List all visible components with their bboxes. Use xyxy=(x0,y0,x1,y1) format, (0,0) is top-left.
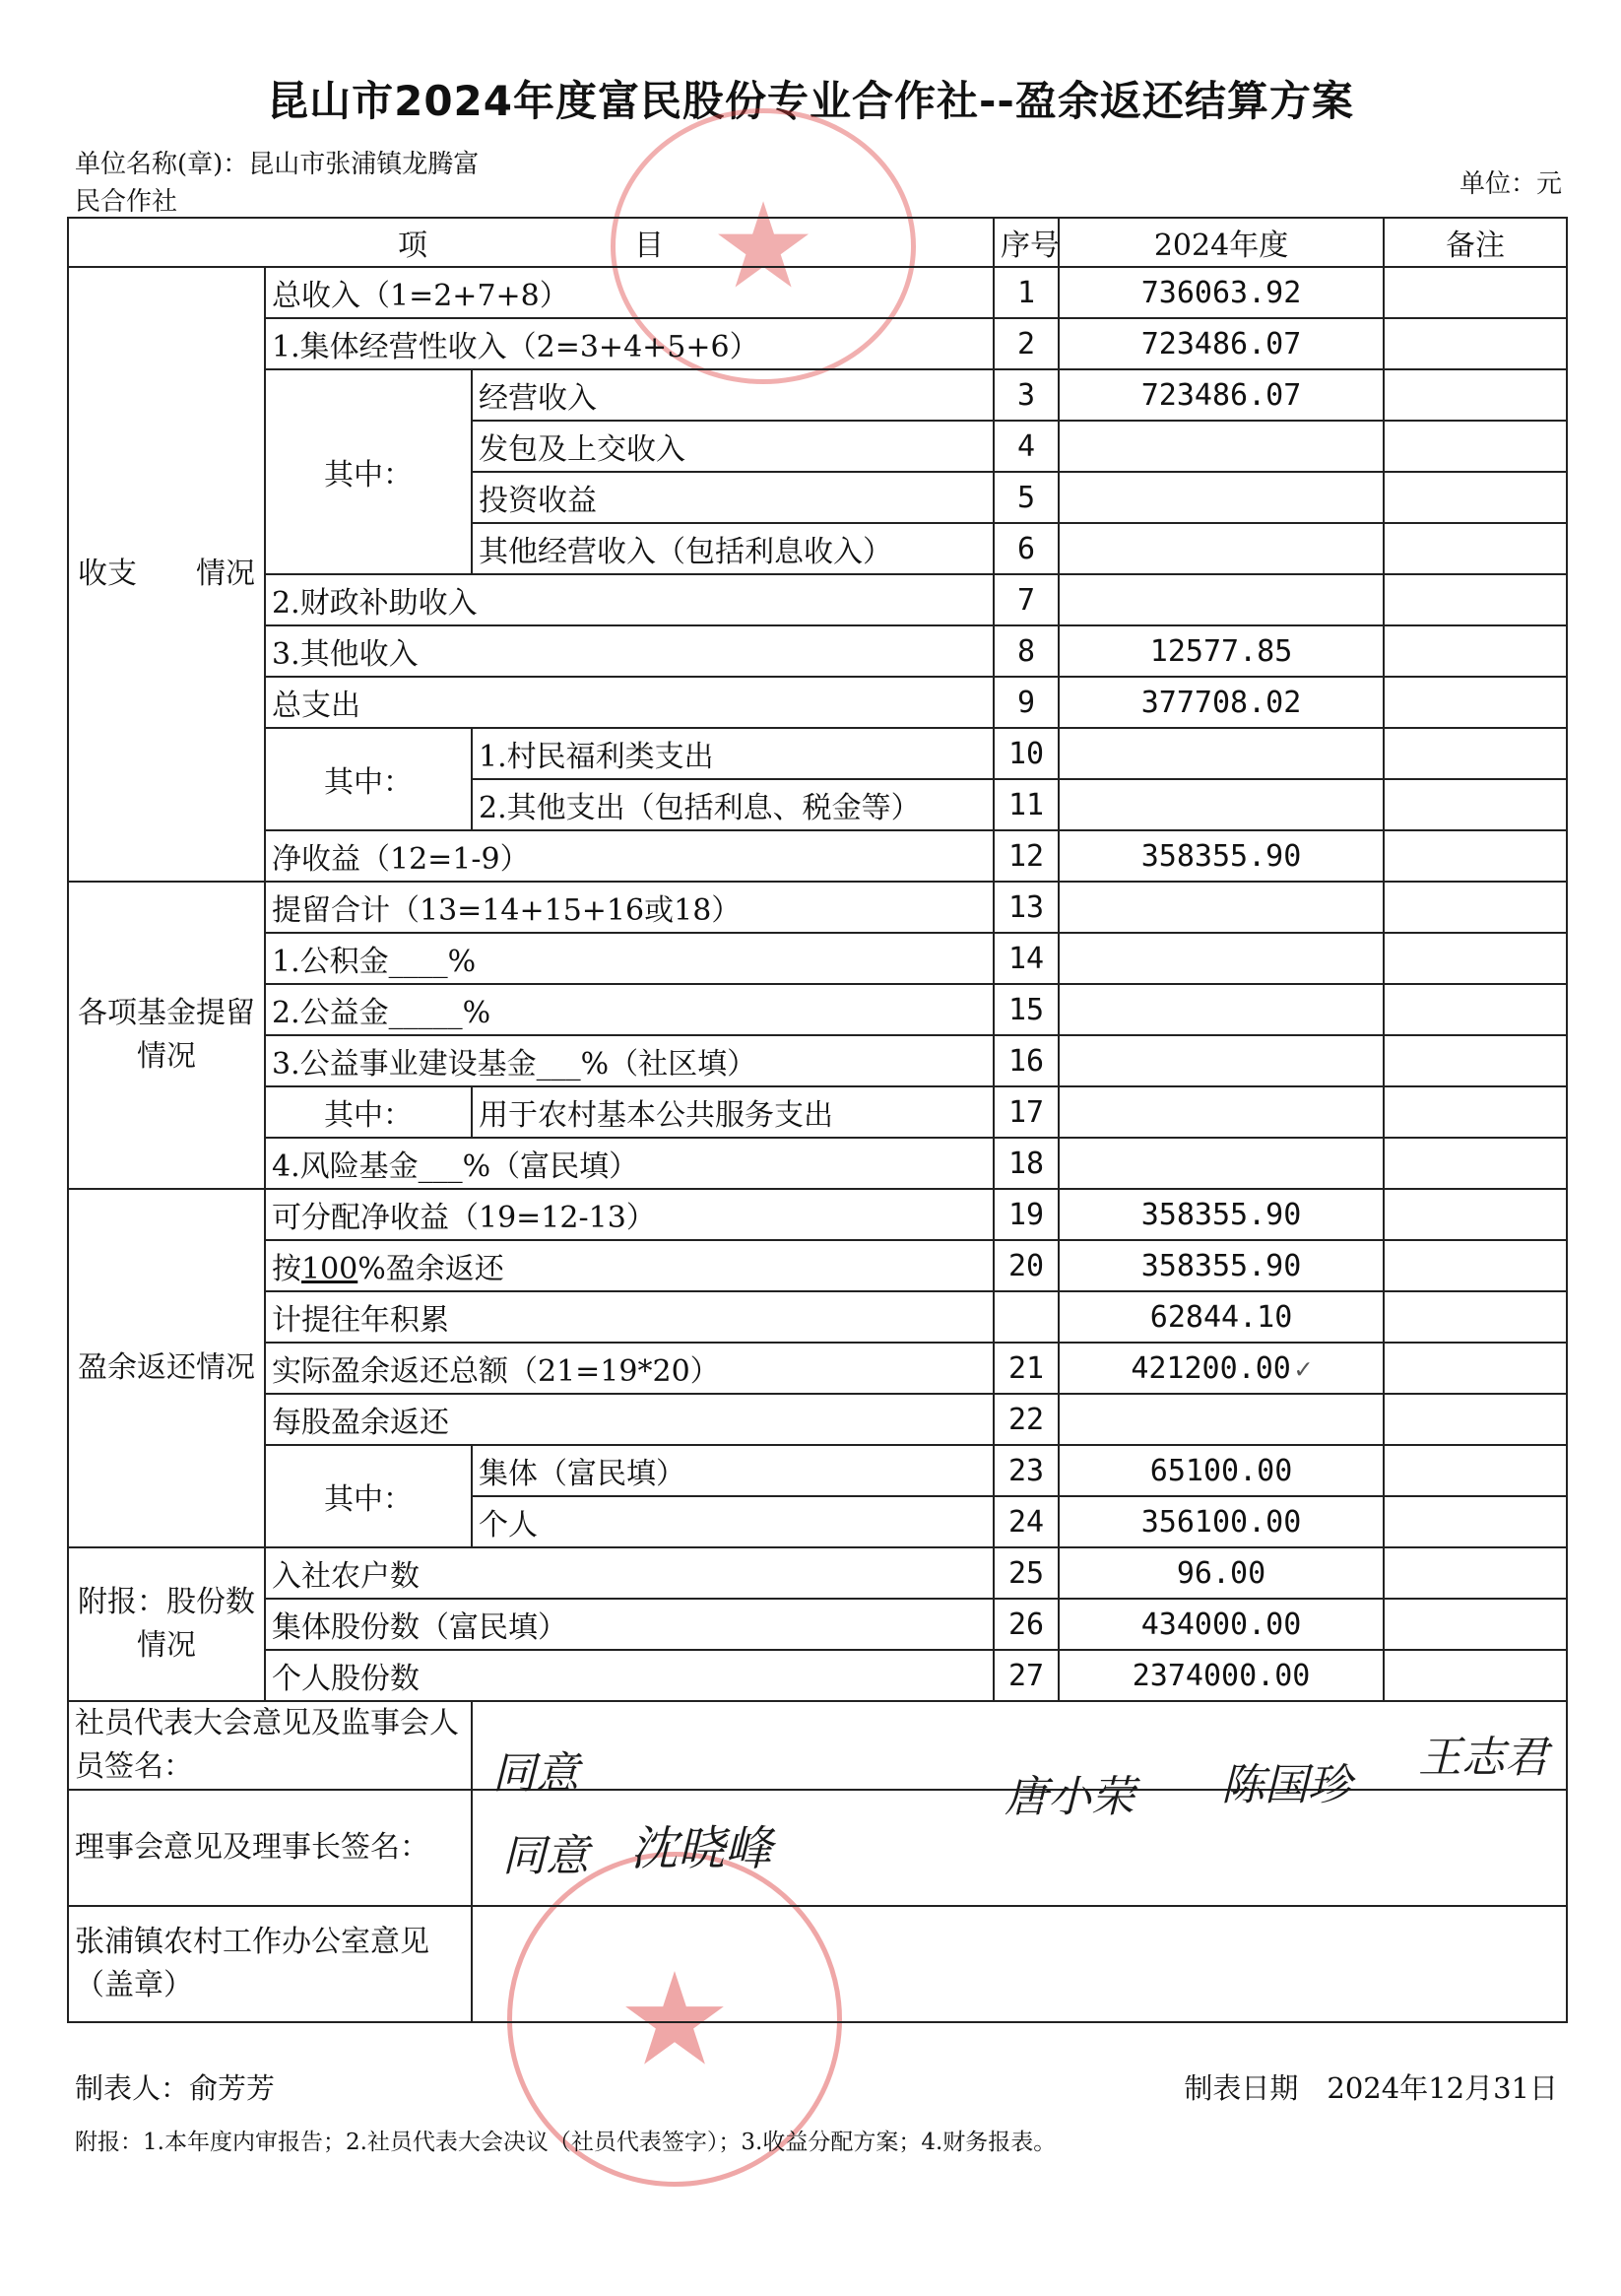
row-no: 24 xyxy=(994,1496,1059,1547)
row-remark xyxy=(1384,1240,1567,1291)
signature: 沈晓峰 xyxy=(630,1821,773,1876)
table-row xyxy=(68,1240,1567,1291)
row-no: 8 xyxy=(994,625,1059,677)
qizhong-label: 其中： xyxy=(265,1086,472,1138)
row-value xyxy=(1059,472,1384,523)
ratio-percent: 100 xyxy=(301,1252,358,1286)
row-no: 21 xyxy=(994,1343,1059,1394)
row-remark xyxy=(1384,984,1567,1035)
table-row xyxy=(68,574,1567,625)
row-value xyxy=(1059,1343,1384,1394)
table-row xyxy=(68,728,1567,779)
members-signature-label: 社员代表大会意见及监事会人员签名： xyxy=(68,1701,472,1790)
row-label: 1.集体经营性收入（2=3+4+5+6） xyxy=(265,318,994,369)
table-row xyxy=(68,1086,1567,1138)
section-fund: 各项基金提留情况 xyxy=(68,882,265,1189)
row-value xyxy=(1059,1138,1384,1189)
row-remark xyxy=(1384,1291,1567,1343)
row-value xyxy=(1059,574,1384,625)
unit-label: 单位：元 xyxy=(1459,169,1562,199)
row-no: 18 xyxy=(994,1138,1059,1189)
row-no: 6 xyxy=(994,523,1059,574)
row-remark xyxy=(1384,523,1567,574)
row-value: 96.00 xyxy=(1059,1547,1384,1599)
qizhong-label: 其中： xyxy=(265,369,472,574)
page-title: 昆山市2024年度富民股份专业合作社--盈余返还结算方案 xyxy=(267,77,1354,125)
row-no: 16 xyxy=(994,1035,1059,1086)
row-no: 11 xyxy=(994,779,1059,830)
signature: 唐小荣 xyxy=(1005,1772,1135,1822)
row-remark xyxy=(1384,882,1567,933)
row-remark xyxy=(1384,1394,1567,1445)
section-income: 收支 情况 xyxy=(68,267,265,882)
office-opinion-row xyxy=(68,1906,1567,2022)
row-label: 投资收益 xyxy=(472,472,994,523)
row-value xyxy=(1059,728,1384,779)
section-surplus: 盈余返还情况 xyxy=(68,1189,265,1547)
row-remark xyxy=(1384,369,1567,421)
row-value: 723486.07 xyxy=(1059,369,1384,421)
row-label: 可分配净收益（19=12-13） xyxy=(265,1189,994,1240)
table-row xyxy=(68,1291,1567,1343)
table-header xyxy=(68,218,1567,267)
row-label: 入社农户数 xyxy=(265,1547,994,1599)
row-remark xyxy=(1384,779,1567,830)
row-no: 10 xyxy=(994,728,1059,779)
table-row xyxy=(68,1189,1567,1240)
row-no: 4 xyxy=(994,421,1059,472)
row-label: 总收入（1=2+7+8） xyxy=(265,267,994,318)
table-row xyxy=(68,318,1567,369)
row-no: 26 xyxy=(994,1599,1059,1650)
row-label: 集体股份数（富民填） xyxy=(265,1599,994,1650)
row-no: 25 xyxy=(994,1547,1059,1599)
qizhong-label: 其中： xyxy=(265,728,472,830)
table-row xyxy=(68,984,1567,1035)
check-mark-icon: ✓ xyxy=(1294,1351,1312,1385)
value-text: 421200.00 xyxy=(1131,1350,1291,1386)
row-no: 15 xyxy=(994,984,1059,1035)
row-label xyxy=(265,1240,994,1291)
row-value: 65100.00 xyxy=(1059,1445,1384,1496)
table-row xyxy=(68,933,1567,984)
table-row xyxy=(68,369,1567,421)
row-remark xyxy=(1384,1343,1567,1394)
row-label: 4.风险基金___%（富民填） xyxy=(265,1138,994,1189)
attachment-note: 附报：1.本年度内审报告；2.社员代表大会决议（社员代表签字）；3.收益分配方案；4.财务报表。 xyxy=(75,2130,1057,2155)
star-icon: ★ xyxy=(616,1944,733,2094)
row-label: 2.财政补助收入 xyxy=(265,574,994,625)
row-no: 19 xyxy=(994,1189,1059,1240)
row-no: 9 xyxy=(994,677,1059,728)
row-label: 1.村民福利类支出 xyxy=(472,728,994,779)
row-no: 2 xyxy=(994,318,1059,369)
qizhong-label: 其中： xyxy=(265,1445,472,1547)
table-row xyxy=(68,1138,1567,1189)
row-label: 每股盈余返还 xyxy=(265,1394,994,1445)
board-signature-area xyxy=(472,1790,1567,1906)
table-row xyxy=(68,1599,1567,1650)
row-value xyxy=(1059,1394,1384,1445)
row-label: 提留合计（13=14+15+16或18） xyxy=(265,882,994,933)
row-remark xyxy=(1384,1445,1567,1496)
table-row xyxy=(68,1650,1567,1701)
table-row xyxy=(68,1343,1567,1394)
signature: 王志君 xyxy=(1418,1733,1548,1783)
row-no: 23 xyxy=(994,1445,1059,1496)
row-value xyxy=(1059,882,1384,933)
row-label: 2.公益金_____% xyxy=(265,984,994,1035)
table-row xyxy=(68,677,1567,728)
row-label: 集体（富民填） xyxy=(472,1445,994,1496)
row-remark xyxy=(1384,318,1567,369)
row-no: 20 xyxy=(994,1240,1059,1291)
row-remark xyxy=(1384,1138,1567,1189)
row-label: 净收益（12=1-9） xyxy=(265,830,994,882)
row-label: 2.其他支出（包括利息、税金等） xyxy=(472,779,994,830)
row-no: 27 xyxy=(994,1650,1059,1701)
board-signature-row xyxy=(68,1790,1567,1906)
row-remark xyxy=(1384,1035,1567,1086)
row-value: 723486.07 xyxy=(1059,318,1384,369)
row-no: 17 xyxy=(994,1086,1059,1138)
row-value xyxy=(1059,1086,1384,1138)
row-value: 358355.90 xyxy=(1059,1189,1384,1240)
row-no xyxy=(994,1291,1059,1343)
row-value: 358355.90 xyxy=(1059,830,1384,882)
row-remark xyxy=(1384,421,1567,472)
table-row xyxy=(68,830,1567,882)
row-value: 434000.00 xyxy=(1059,1599,1384,1650)
row-label: 3.公益事业建设基金___%（社区填） xyxy=(265,1035,994,1086)
row-value: 358355.90 xyxy=(1059,1240,1384,1291)
table-row xyxy=(68,1035,1567,1086)
row-remark xyxy=(1384,728,1567,779)
row-value: 377708.02 xyxy=(1059,677,1384,728)
office-opinion-area xyxy=(472,1906,1567,2022)
row-remark xyxy=(1384,574,1567,625)
row-label: 用于农村基本公共服务支出 xyxy=(472,1086,994,1138)
table-row xyxy=(68,267,1567,318)
signature: 同意 xyxy=(492,1748,579,1799)
row-value: 62844.10 xyxy=(1059,1291,1384,1343)
row-value: 736063.92 xyxy=(1059,267,1384,318)
row-value xyxy=(1059,779,1384,830)
signature: 同意 xyxy=(502,1831,589,1881)
table-row xyxy=(68,1547,1567,1599)
row-value xyxy=(1059,933,1384,984)
header-remark: 备注 xyxy=(1384,218,1567,267)
table-maker: 制表人：俞芳芳 xyxy=(75,2071,276,2105)
row-value xyxy=(1059,1035,1384,1086)
row-remark xyxy=(1384,1547,1567,1599)
row-no: 13 xyxy=(994,882,1059,933)
row-remark xyxy=(1384,1086,1567,1138)
row-value xyxy=(1059,421,1384,472)
row-no: 5 xyxy=(994,472,1059,523)
row-label: 发包及上交收入 xyxy=(472,421,994,472)
table-row xyxy=(68,1394,1567,1445)
row-label: 经营收入 xyxy=(472,369,994,421)
header-year: 2024年度 xyxy=(1059,218,1384,267)
row-remark xyxy=(1384,472,1567,523)
header-item: 项 目 xyxy=(68,218,994,267)
unit-name: 单位名称(章)：昆山市张浦镇龙腾富民合作社 xyxy=(75,150,480,217)
row-remark xyxy=(1384,1599,1567,1650)
row-value: 12577.85 xyxy=(1059,625,1384,677)
row-value xyxy=(1059,984,1384,1035)
row-no: 22 xyxy=(994,1394,1059,1445)
row-label: 1.公积金____% xyxy=(265,933,994,984)
header-no: 序号 xyxy=(994,218,1059,267)
section-shares: 附报：股份数情况 xyxy=(68,1547,265,1701)
row-remark xyxy=(1384,1650,1567,1701)
office-opinion-label: 张浦镇农村工作办公室意见（盖章） xyxy=(68,1906,472,2022)
row-remark xyxy=(1384,625,1567,677)
ratio-prefix: 按 xyxy=(272,1252,301,1286)
table-row xyxy=(68,1445,1567,1496)
row-label: 实际盈余返还总额（21=19*20） xyxy=(265,1343,994,1394)
row-no: 7 xyxy=(994,574,1059,625)
row-no: 1 xyxy=(994,267,1059,318)
row-label: 其他经营收入（包括利息收入） xyxy=(472,523,994,574)
row-remark xyxy=(1384,933,1567,984)
members-signature-row xyxy=(68,1701,1567,1790)
row-remark xyxy=(1384,1496,1567,1547)
row-label: 个人 xyxy=(472,1496,994,1547)
row-remark xyxy=(1384,1189,1567,1240)
row-remark xyxy=(1384,677,1567,728)
members-signature-area xyxy=(472,1701,1567,1822)
table-date: 制表日期 2024年12月31日 xyxy=(1184,2071,1558,2105)
row-remark xyxy=(1384,830,1567,882)
board-signature-label: 理事会意见及理事长签名： xyxy=(68,1790,472,1906)
ratio-suffix: %盈余返还 xyxy=(357,1252,504,1286)
row-no: 12 xyxy=(994,830,1059,882)
row-label: 计提往年积累 xyxy=(265,1291,994,1343)
row-label: 3.其他收入 xyxy=(265,625,994,677)
row-value xyxy=(1059,523,1384,574)
row-remark xyxy=(1384,267,1567,318)
table-row xyxy=(68,882,1567,933)
row-label: 个人股份数 xyxy=(265,1650,994,1701)
row-value: 2374000.00 xyxy=(1059,1650,1384,1701)
table-row xyxy=(68,625,1567,677)
row-label: 总支出 xyxy=(265,677,994,728)
row-no: 3 xyxy=(994,369,1059,421)
signature: 陈国珍 xyxy=(1221,1760,1351,1810)
row-value: 356100.00 xyxy=(1059,1496,1384,1547)
star-icon: ★ xyxy=(710,177,816,315)
row-no: 14 xyxy=(994,933,1059,984)
settlement-table xyxy=(67,217,1568,2023)
